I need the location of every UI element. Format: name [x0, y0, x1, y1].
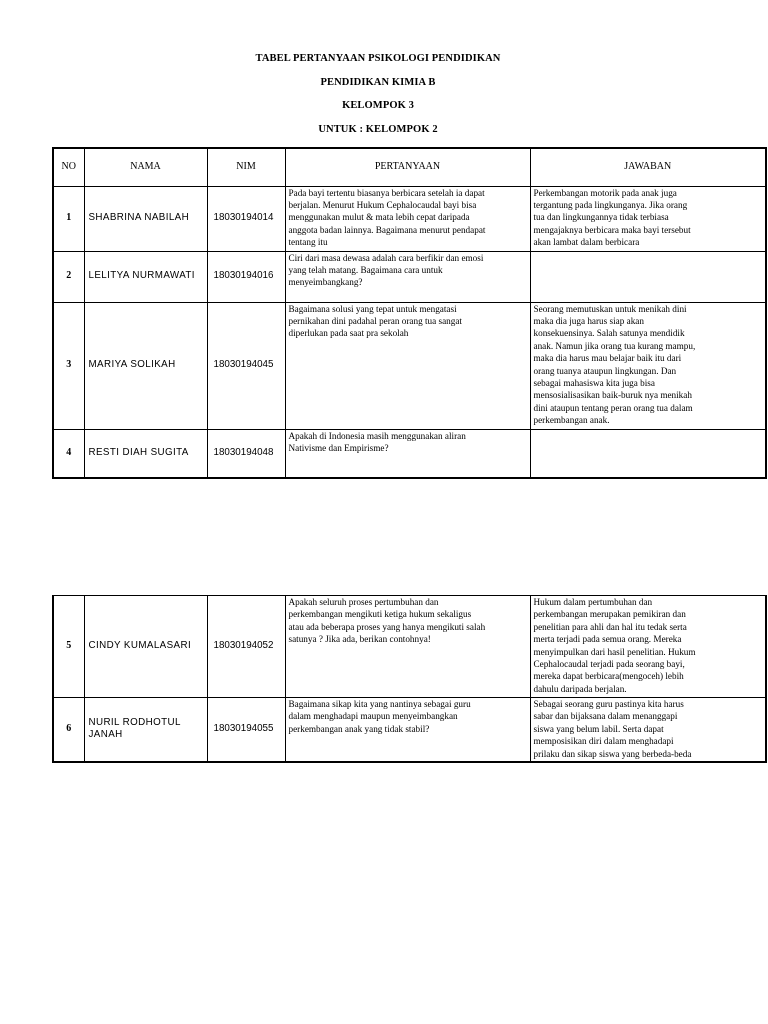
jawaban-line: prilaku dan sikap siswa yang berbeda-beda	[533, 748, 692, 759]
pertanyaan-line: Ciri dari masa dewasa adalah cara berfikir dan emosi	[288, 252, 484, 263]
document-title: TABEL PERTANYAAN PSIKOLOGI PENDIDIKAN	[255, 53, 501, 64]
table-row	[53, 429, 766, 478]
table-row	[53, 596, 766, 698]
pertanyaan-line: satunya ? Jika ada, berikan contohnya!	[288, 634, 431, 645]
cell-jawaban	[530, 698, 766, 762]
document-subtitle-class: PENDIDIKAN KIMIA B	[320, 77, 436, 88]
document-subtitle-target: UNTUK : KELOMPOK 2	[318, 124, 438, 135]
cell-no: 2	[53, 251, 84, 302]
jawaban-line: perkembangan anak.	[533, 415, 610, 426]
cell-nama: CINDY KUMALASARI	[84, 596, 207, 698]
jawaban-line: mengajaknya berbicara maka bayi tersebut	[533, 224, 691, 235]
cell-no: 1	[53, 186, 84, 251]
cell-nama: LELITYA NURMAWATI	[84, 251, 207, 302]
jawaban-line: Cephalocaudal terjadi pada seorang bayi,	[533, 659, 685, 670]
cell-pertanyaan	[285, 302, 530, 429]
cell-no: 3	[53, 302, 84, 429]
jawaban-line: maka dia harus mau belajar baik itu dari	[533, 353, 682, 364]
cell-nim: 18030194048	[207, 429, 285, 478]
cell-no: 5	[53, 596, 84, 698]
column-header-pertanyaan: PERTANYAAN	[285, 148, 530, 186]
pertanyaan-line: diperlukan pada saat pra sekolah	[288, 328, 409, 339]
jawaban-line: Seorang memutuskan untuk menikah dini	[533, 303, 687, 314]
cell-jawaban	[530, 186, 766, 251]
question-table-page-2	[52, 595, 767, 763]
pertanyaan-line: Bagaimana sikap kita yang nantinya sebagai guru	[288, 699, 471, 709]
jawaban-line: sabar dan bijaksana dalam menanggapi	[533, 711, 678, 722]
cell-no: 4	[53, 429, 84, 478]
pertanyaan-line: yang telah matang. Bagaimana cara untuk	[288, 264, 443, 275]
table-row	[53, 698, 766, 762]
cell-nama: SHABRINA NABILAH	[84, 186, 207, 251]
pertanyaan-line: dalam menghadapi maupun menyeimbangkan	[288, 711, 458, 722]
cell-pertanyaan	[285, 596, 530, 698]
jawaban-line: sebagai mahasiswa kita juga bisa	[533, 377, 655, 388]
cell-jawaban	[530, 596, 766, 698]
cell-pertanyaan	[285, 251, 530, 302]
column-header-no: NO	[53, 148, 84, 186]
pertanyaan-line: tentang itu	[288, 237, 328, 248]
jawaban-line: Perkembangan motorik pada anak juga	[533, 187, 677, 198]
jawaban-line: memposisikan diri dalam menghadapi	[533, 736, 674, 747]
cell-nim: 18030194052	[207, 596, 285, 698]
jawaban-line: siswa yang belum labil. Serta dapat	[533, 723, 664, 734]
table-header-row	[53, 148, 766, 186]
pertanyaan-line: Pada bayi tertentu biasanya berbicara setelah ia dapat	[288, 187, 485, 198]
pertanyaan-line: pernikahan dini padahal peran orang tua sangat	[288, 315, 462, 326]
jawaban-line: tergantung pada lingkunganya. Jika orang	[533, 199, 688, 210]
pertanyaan-line: berjalan. Menurut Hukum Cephalocaudal bayi bisa	[288, 199, 477, 210]
jawaban-line: orang tuanya ataupun lingkungan. Dan	[533, 365, 677, 376]
table-row	[53, 251, 766, 302]
pertanyaan-line: menggunakan mulut & mata lebih cepat daripada	[288, 212, 470, 223]
cell-nama: NURIL RODHOTUL JANAH	[84, 698, 207, 762]
cell-jawaban	[530, 302, 766, 429]
jawaban-line: Sebagai seorang guru pastinya kita harus	[533, 699, 684, 709]
pertanyaan-line: menyeimbangkang?	[288, 277, 363, 288]
cell-nim: 18030194055	[207, 698, 285, 762]
jawaban-line: akan lambat dalam berbicara	[533, 237, 640, 248]
pertanyaan-line: perkembangan anak yang tidak stabil?	[288, 723, 430, 734]
pertanyaan-line: Nativisme dan Empirisme?	[288, 442, 389, 453]
pertanyaan-line: Apakah seluruh proses pertumbuhan dan	[288, 597, 439, 607]
column-header-nim: NIM	[207, 148, 285, 186]
cell-nama: MARIYA SOLIKAH	[84, 302, 207, 429]
pertanyaan-line: Bagaimana solusi yang tepat untuk mengatasi	[288, 303, 457, 314]
cell-nim: 18030194016	[207, 251, 285, 302]
jawaban-line: anak. Namun jika orang tua kurang mampu,	[533, 340, 696, 351]
table-row	[53, 302, 766, 429]
pertanyaan-line: Apakah di Indonesia masih menggunakan aliran	[288, 430, 466, 441]
cell-nim: 18030194014	[207, 186, 285, 251]
jawaban-line: mensosialisasikan baik-buruk nya menikah	[533, 390, 692, 401]
cell-jawaban	[530, 251, 766, 302]
jawaban-line: menyimpulkan dari hasil penelitian. Hukum	[533, 646, 696, 657]
jawaban-line: dahulu daripada berjalan.	[533, 683, 627, 694]
jawaban-line: penelitian para ahli dan hal itu tedak serta	[533, 621, 687, 632]
jawaban-line: merta terjadi pada semua orang. Mereka	[533, 634, 682, 645]
jawaban-line: dini ataupun tentang peran orang tua dalam	[533, 402, 693, 413]
cell-no: 6	[53, 698, 84, 762]
jawaban-line: mereka dapat berbicara(mengoceh) lebih	[533, 671, 684, 682]
cell-jawaban	[530, 429, 766, 478]
pertanyaan-line: atau ada beberapa proses yang hanya mengikuti salah	[288, 621, 486, 632]
jawaban-line: perkembangan merupakan pemikiran dan	[533, 609, 686, 620]
jawaban-line: tua dan lingkungannya tidak terbiasa	[533, 212, 669, 223]
cell-pertanyaan	[285, 698, 530, 762]
pertanyaan-line: perkembangan mengikuti ketiga hukum sekaligus	[288, 609, 472, 620]
cell-nama: RESTI DIAH SUGITA	[84, 429, 207, 478]
pertanyaan-line: anggota badan lainnya. Bagaimana menurut pendapat	[288, 224, 486, 235]
cell-pertanyaan	[285, 429, 530, 478]
cell-pertanyaan	[285, 186, 530, 251]
jawaban-line: maka dia juga harus siap akan	[533, 315, 644, 326]
column-header-jawaban: JAWABAN	[530, 148, 766, 186]
table-row	[53, 186, 766, 251]
document-subtitle-group: KELOMPOK 3	[342, 100, 414, 111]
question-table-page-1	[52, 147, 767, 479]
column-header-nama: NAMA	[84, 148, 207, 186]
jawaban-line: konsekuensinya. Salah satunya mendidik	[533, 328, 685, 339]
jawaban-line: Hukum dalam pertumbuhan dan	[533, 597, 653, 607]
cell-nim: 18030194045	[207, 302, 285, 429]
